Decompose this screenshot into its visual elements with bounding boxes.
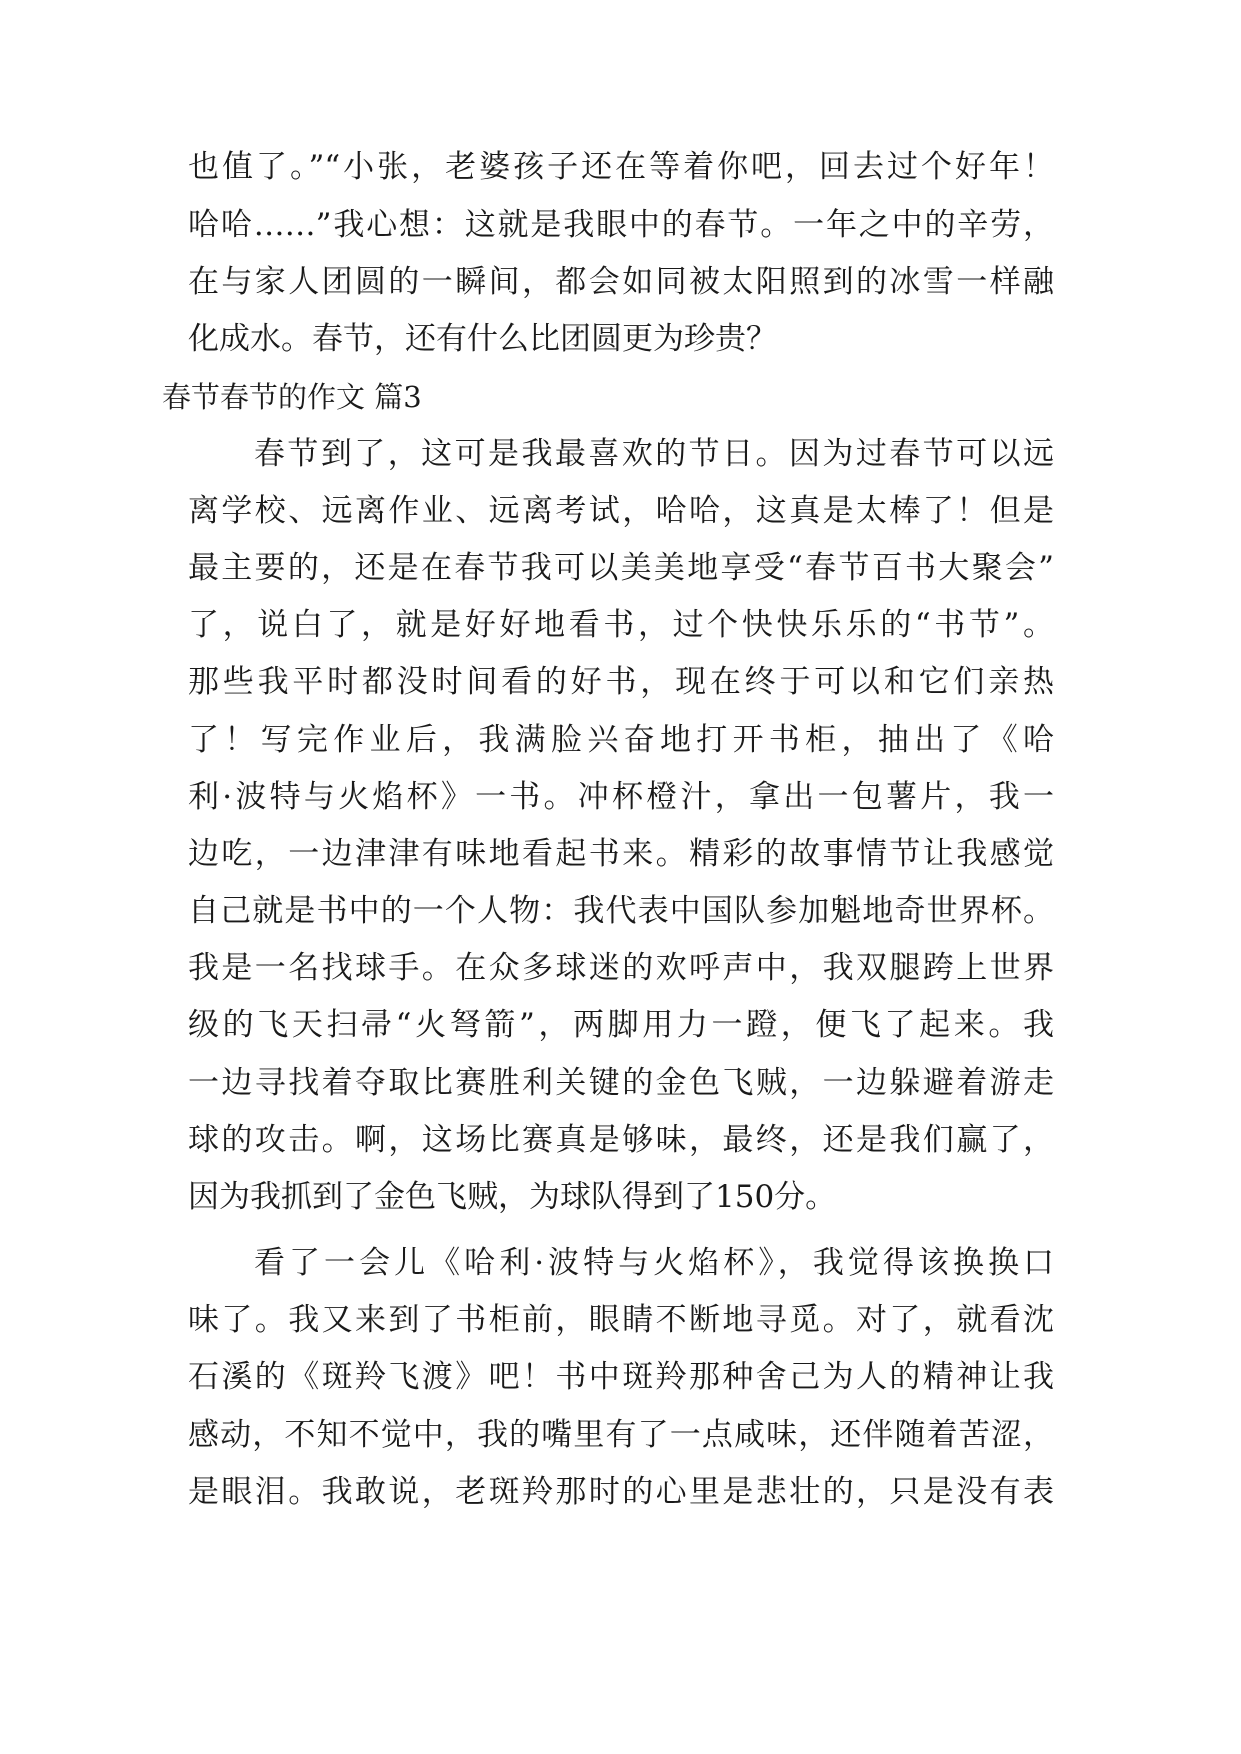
text-line: 春节到了，这可是我最喜欢的节日。因为过春节可以远 [254,436,1054,472]
text-line: 味了。我又来到了书柜前，眼睛不断地寻觅。对了，就看沈 [188,1302,1054,1338]
text-line: 自己就是书中的一个人物：我代表中国队参加魁地奇世界杯。 [188,893,1054,929]
text-line: 级的飞天扫帚“火弩箭”，两脚用力一蹬，便飞了起来。我 [188,1007,1054,1043]
text-line: 因为我抓到了金色飞贼，为球队得到了150分。 [188,1179,837,1215]
text-line: 球的攻击。啊，这场比赛真是够味，最终，还是我们赢了， [188,1122,1054,1158]
text-line: 感动，不知不觉中，我的嘴里有了一点咸味，还伴随着苦涩， [188,1417,1054,1453]
text-line: 边吃，一边津津有味地看起书来。精彩的故事情节让我感觉 [188,836,1054,872]
text-line: 看了一会儿《哈利·波特与火焰杯》，我觉得该换换口 [254,1245,1054,1281]
text-line: 一边寻找着夺取比赛胜利关键的金色飞贼，一边躲避着游走 [188,1065,1054,1101]
section-heading: 春节春节的作文 篇3 [162,380,422,414]
text-line: 离学校、远离作业、远离考试，哈哈，这真是太棒了！但是 [188,493,1054,529]
text-line: 在与家人团圆的一瞬间，都会如同被太阳照到的冰雪一样融 [188,264,1054,300]
text-line: 哈哈……”我心想：这就是我眼中的春节。一年之中的辛劳， [188,207,1054,243]
text-line: 了，说白了，就是好好地看书，过个快快乐乐的“书节”。 [188,607,1054,643]
text-line: 我是一名找球手。在众多球迷的欢呼声中，我双腿跨上世界 [188,950,1054,986]
text-line: 利·波特与火焰杯》一书。冲杯橙汁，拿出一包薯片，我一 [188,779,1054,815]
text-line: 化成水。春节，还有什么比团圆更为珍贵？ [188,321,777,357]
text-line: 最主要的，还是在春节我可以美美地享受“春节百书大聚会” [188,550,1054,586]
text-line: 是眼泪。我敢说，老斑羚那时的心里是悲壮的，只是没有表 [188,1474,1054,1510]
text-line: 了！写完作业后，我满脸兴奋地打开书柜，抽出了《哈 [188,722,1054,758]
text-line: 那些我平时都没时间看的好书，现在终于可以和它们亲热 [188,664,1054,700]
text-line: 也值了。”“小张，老婆孩子还在等着你吧，回去过个好年！ [188,149,1054,185]
text-line: 石溪的《斑羚飞渡》吧！书中斑羚那种舍己为人的精神让我 [188,1359,1054,1395]
